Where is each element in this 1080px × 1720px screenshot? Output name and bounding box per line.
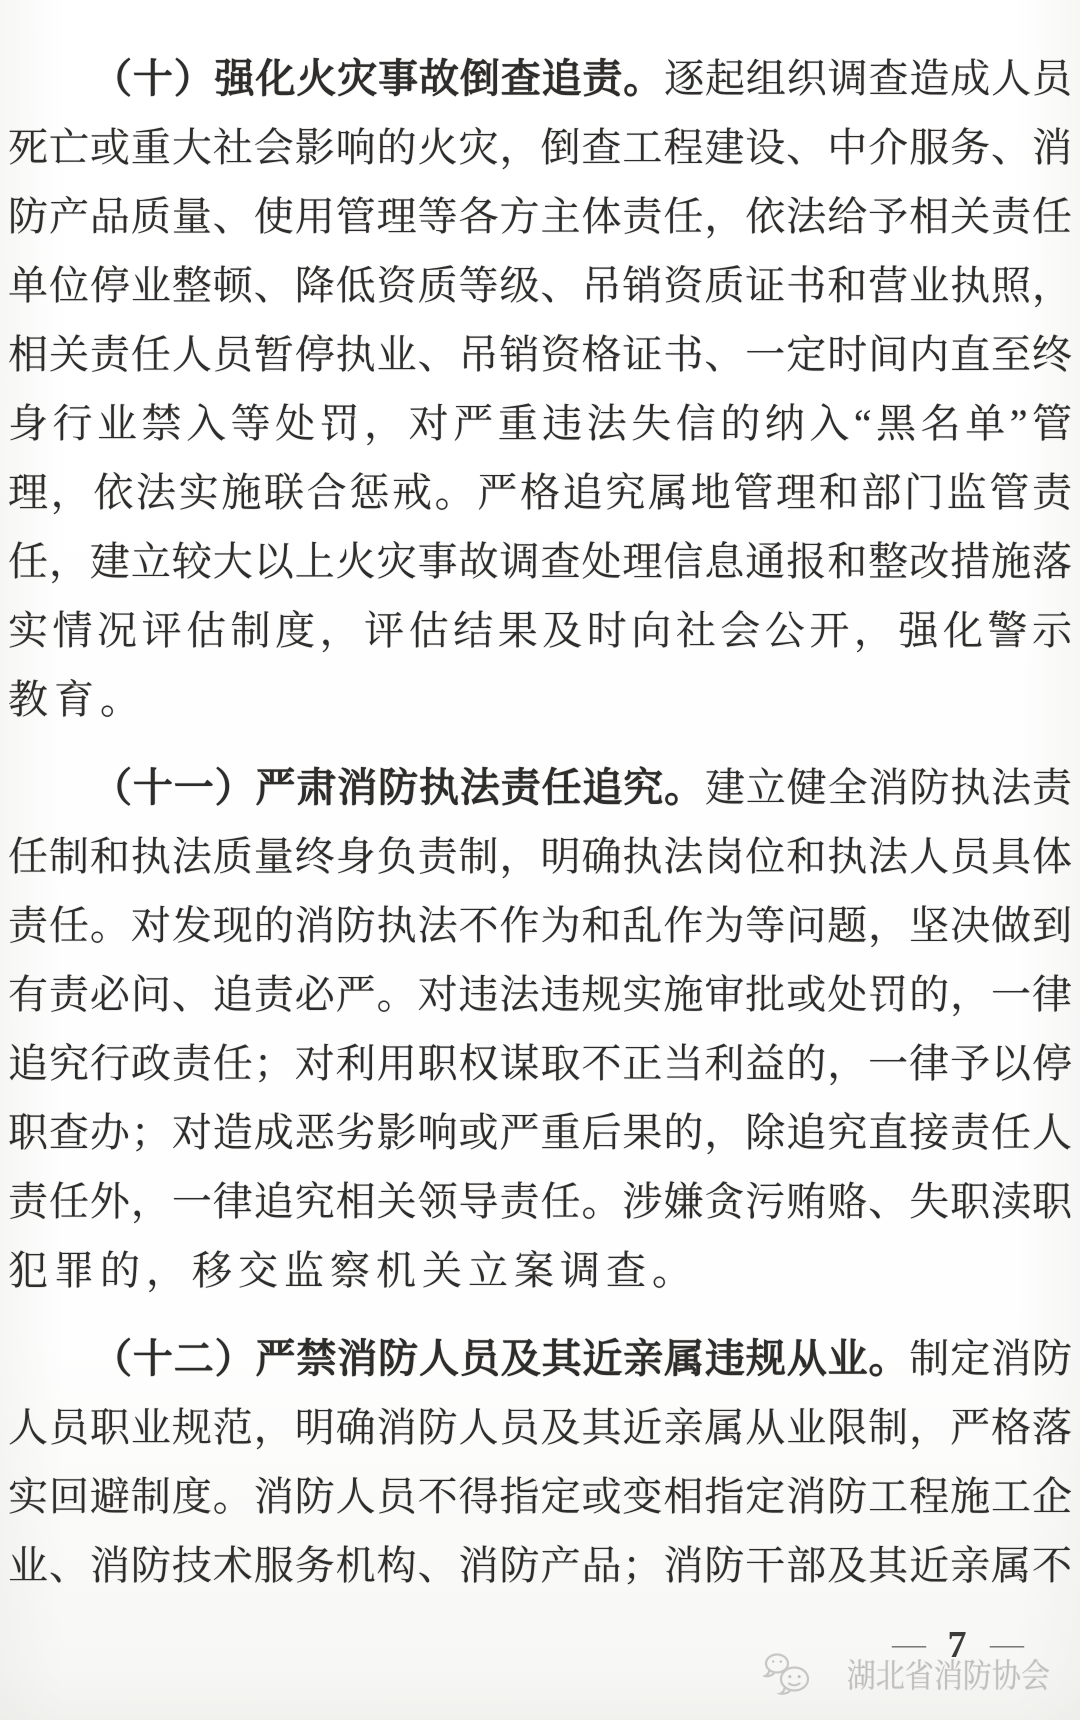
text-line: 相关责任人员暂停执业、吊销资格证书、一定时间内直至终 — [8, 332, 1072, 377]
text-line: 死亡或重大社会影响的火灾，倒查工程建设、中介服务、消 — [8, 125, 1072, 170]
text-line: 单位停业整顿、降低资质等级、吊销资质证书和营业执照， — [8, 263, 1072, 308]
paragraph-heading: （十）强化火灾事故倒查追责。 — [92, 56, 665, 101]
text-line — [8, 753, 1072, 822]
paragraph-lead-text: 建立健全消防执法责 — [705, 765, 1073, 810]
page-number-value: 7 — [947, 1624, 967, 1666]
text-line: 身行业禁入等处罚，对严重违法失信的纳入“黑名单”管 — [8, 401, 1072, 446]
text-line — [8, 44, 1072, 113]
paragraph-heading: （十二）严禁消防人员及其近亲属违规从业。 — [92, 1336, 910, 1381]
watermark-text: 湖北省消防协会 — [846, 1659, 1050, 1695]
text-line: 防产品质量、使用管理等各方主体责任，依法给予相关责任 — [8, 194, 1072, 239]
wechat-icon — [763, 1652, 813, 1696]
text-line: 任，建立较大以上火灾事故调查处理信息通报和整改措施落 — [8, 539, 1072, 584]
text-line: 实情况评估制度，评估结果及时向社会公开，强化警示 — [8, 608, 1072, 653]
text-line: 责任外，一律追究相关领导责任。涉嫌贪污贿赂、失职渎职 — [8, 1179, 1072, 1224]
paragraph-heading: （十一）严肃消防执法责任追究。 — [92, 765, 706, 810]
text-line: 有责必问、追责必严。对违法违规实施审批或处罚的，一律 — [8, 972, 1072, 1017]
text-line: 人员职业规范，明确消防人员及其近亲属从业限制，严格落 — [8, 1405, 1072, 1450]
text-line: 实回避制度。消防人员不得指定或变相指定消防工程施工企 — [8, 1474, 1072, 1519]
text-line: 犯罪的，移交监察机关立案调查。 — [8, 1248, 698, 1293]
text-line: 职查办；对造成恶劣影响或严重后果的，除追究直接责任人 — [8, 1110, 1072, 1155]
text-line — [8, 1324, 1072, 1393]
text-line: 教育。 — [8, 677, 146, 722]
paragraph-12 — [8, 1324, 1072, 1600]
watermark — [763, 1650, 1050, 1697]
page-number-dash: — — [990, 1629, 1022, 1660]
text-line: 业、消防技术服务机构、消防产品；消防干部及其近亲属不 — [8, 1543, 1072, 1588]
text-line: 责任。对发现的消防执法不作为和乱作为等问题，坚决做到 — [8, 903, 1072, 948]
paragraph-10 — [8, 44, 1072, 734]
text-line: 任制和执法质量终身负责制，明确执法岗位和执法人员具体 — [8, 834, 1072, 879]
paragraph-lead-text: 逐起组织调查造成人员 — [664, 56, 1073, 101]
paragraph-lead-text: 制定消防 — [909, 1336, 1072, 1381]
paragraph-11 — [8, 753, 1072, 1305]
text-line: 追究行政责任；对利用职权谋取不正当利益的，一律予以停 — [8, 1041, 1072, 1086]
text-line: 理，依法实施联合惩戒。严格追究属地管理和部门监管责 — [8, 470, 1072, 515]
page-number-dash: — — [892, 1629, 924, 1660]
